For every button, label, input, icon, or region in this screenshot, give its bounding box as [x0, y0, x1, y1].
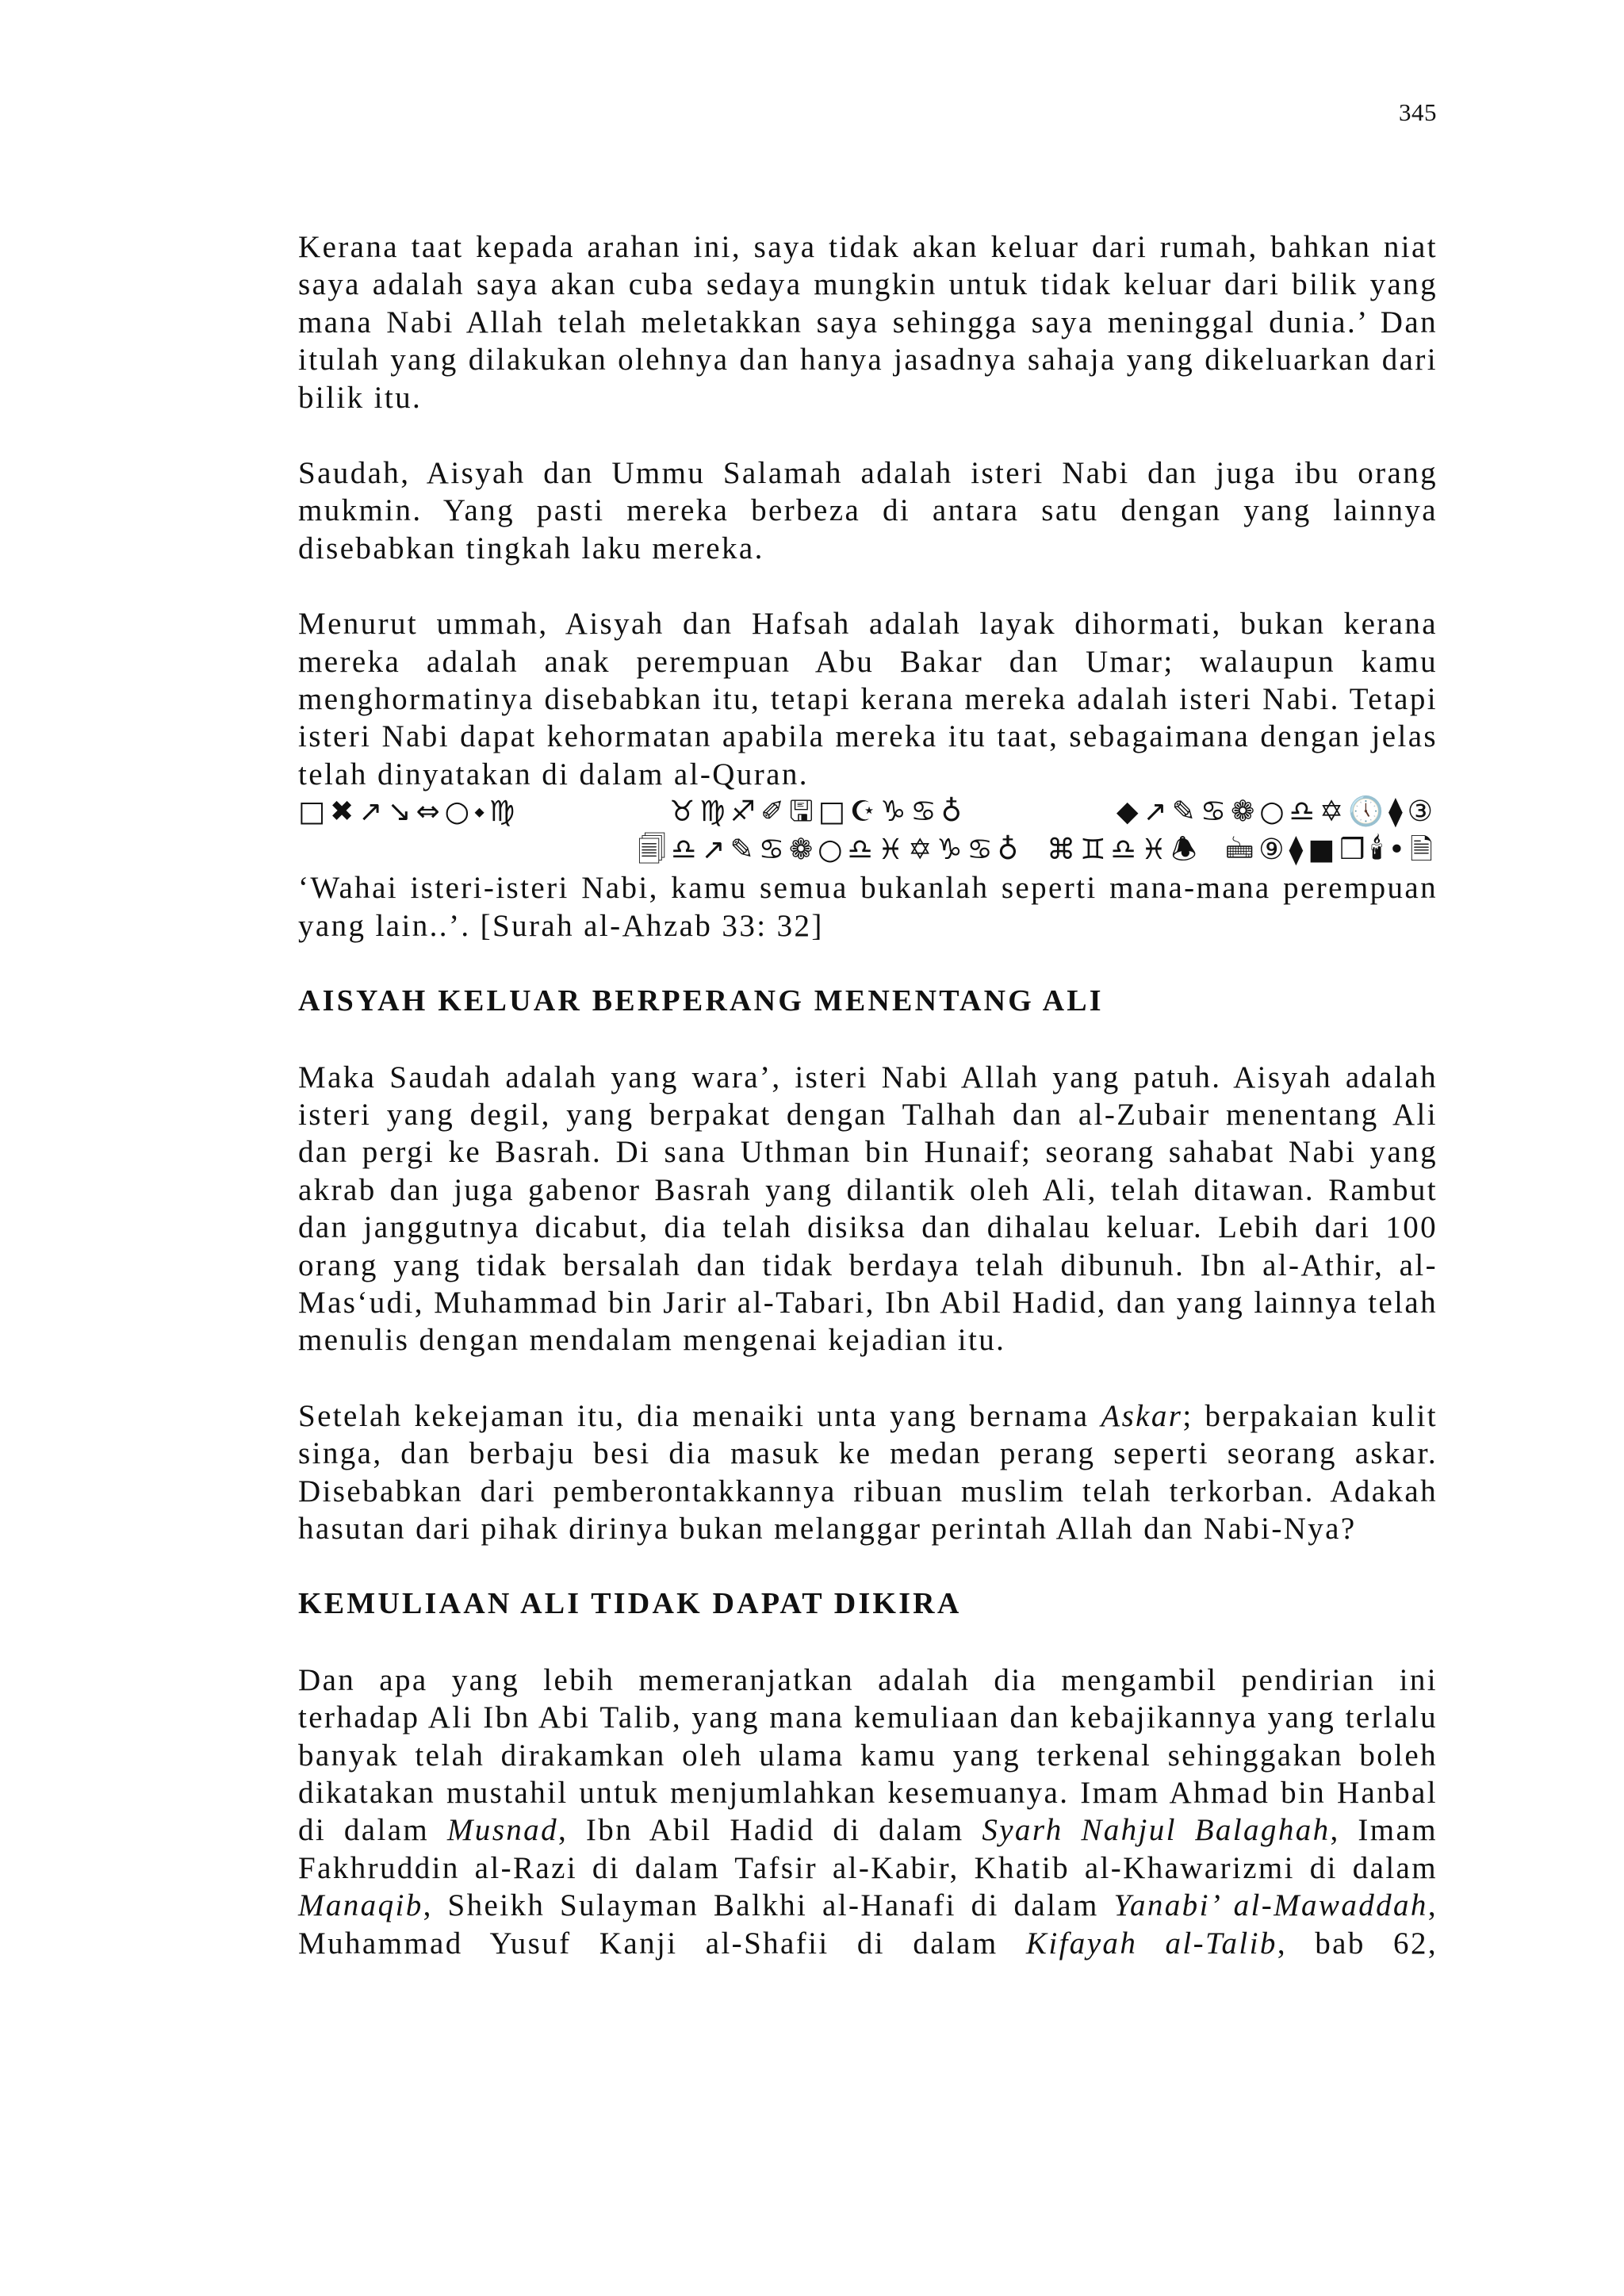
text-run: Dan apa yang lebih memeranjatkan adalah dia mengambil pendirian ini terhadap Ali Ibn Abi Talib, yang mana kemuliaan dan kebajikannya yang terlalu banyak telah dirakamkan oleh ulama kamu yang terkenal sehinggakan boleh dikatakan mustahil untuk menjumlahkan kesemuanya. Imam Ahmad bin Hanbal di dalam	[298, 1662, 1438, 1848]
verse-glyph-group: 🗐♎↗✎♋❁○♎♓✡♑♋♁	[638, 834, 1024, 867]
verse-glyph-group: 🖮⑨⧫■❒🕯•🗎	[1225, 834, 1438, 867]
paragraph-1: Kerana taat kepada arahan ini, saya tidak akan keluar dari rumah, bahkan niat saya adalah saya akan cuba sedaya mungkin untuk tidak keluar dari bilik yang mana Nabi Allah telah meletakkan saya sehingga saya meninggal dunia.’ Dan itulah yang dilakukan olehnya dan hanya jasadnya sahaja yang dikeluarkan dari bilik itu.	[298, 230, 1438, 415]
text-run: Setelah kekejaman itu, dia menaiki unta yang bernama	[298, 1398, 1101, 1433]
verse-glyph-group: ◆↗✎♋❁○♎✡🕔⧫③	[1116, 795, 1438, 829]
verse-glyph-group: □✖↗↘⇔○⬩♍	[298, 795, 520, 829]
verse-glyph-group: ⌘♊♎♓🕭	[1047, 834, 1202, 867]
text-run: , bab 62,	[1277, 1926, 1438, 1961]
page-content	[298, 228, 1438, 1962]
page-number: 345	[1399, 98, 1437, 126]
paragraph-3: Menurut ummah, Aisyah dan Hafsah adalah layak dihormati, bukan kerana mereka adalah anak perempuan Abu Bakar dan Umar; walaupun kamu menghormatinya disebabkan itu, tetapi kerana mereka adalah isteri Nabi. Tetapi isteri Nabi dapat kehormatan apabila mereka itu taat, sebagaimana dengan jelas telah dinyatakan di dalam al-Quran.	[298, 607, 1438, 792]
italic-book-title: Musnad	[446, 1813, 558, 1848]
arabic-verse-line-1	[298, 793, 1438, 831]
arabic-verse-line-2	[298, 831, 1438, 869]
text-run: , Sheikh Sulayman Balkhi al-Hanafi di dalam	[423, 1888, 1114, 1923]
italic-book-title: Yanabi’ al-Mawaddah	[1113, 1888, 1428, 1923]
text-run: ; berpakaian kulit singa, dan berbaju besi dia masuk ke medan perang seperti seorang askar. Disebabkan dari pemberontakkannya ribuan muslim telah terkorban. Adakah hasutan dari pihak dirinya bukan melanggar perintah Allah dan Nabi-Nya?	[298, 1398, 1438, 1546]
text-run: , Imam Fakhruddin al-Razi di dalam Tafsir al-Kabir, Khatib al-Khawarizmi di dalam	[298, 1813, 1438, 1885]
italic-book-title: Manaqib	[298, 1888, 423, 1923]
verse-glyph-group: ♉♍♐✐🖫□☪♑♋♁	[669, 795, 967, 829]
paragraph-7	[298, 1662, 1438, 1962]
section-heading-aisyah: AISYAH KELUAR BERPERANG MENENTANG ALI	[298, 984, 1104, 1018]
paragraph-5: Maka Saudah adalah yang wara’, isteri Nabi Allah yang patuh. Aisyah adalah isteri yang degil, yang berpakat dengan Talhah dan al-Zubair menentang Ali dan pergi ke Basrah. Di sana Uthman bin Hunaif; seorang sahabat Nabi yang akrab dan juga gabenor Basrah yang dilantik oleh Ali, telah ditawan. Rambut dan janggutnya dicabut, dia telah disiksa dan dihalau keluar. Lebih dari 100 orang yang tidak bersalah dan tidak berdaya telah dibunuh. Ibn al-Athir, al-Mas‘udi, Muhammad bin Jarir al-Tabari, Ibn Abil Hadid, dan yang lainnya telah menulis dengan mendalam mengenai kejadian itu.	[298, 1060, 1438, 1358]
italic-term: Askar	[1101, 1398, 1183, 1433]
text-run: , Ibn Abil Hadid di dalam	[558, 1813, 982, 1848]
italic-book-title: Kifayah al-Talib	[1025, 1926, 1277, 1961]
paragraph-2: Saudah, Aisyah dan Ummu Salamah adalah isteri Nabi dan juga ibu orang mukmin. Yang pasti mereka berbeza di antara satu dengan yang lainnya disebabkan tingkah laku mereka.	[298, 456, 1438, 565]
paragraph-6	[298, 1397, 1438, 1548]
italic-book-title: Syarh Nahjul Balaghah	[982, 1813, 1331, 1848]
verse-translation: ‘Wahai isteri-isteri Nabi, kamu semua bukanlah seperti mana-mana perempuan yang lain..’. [Surah al-Ahzab 33: 32]	[298, 871, 1438, 943]
section-heading-kemuliaan: KEMULIAAN ALI TIDAK DAPAT DIKIRA	[298, 1587, 962, 1621]
text-run: , Muhammad Yusuf Kanji al-Shafii di dalam	[298, 1888, 1438, 1961]
